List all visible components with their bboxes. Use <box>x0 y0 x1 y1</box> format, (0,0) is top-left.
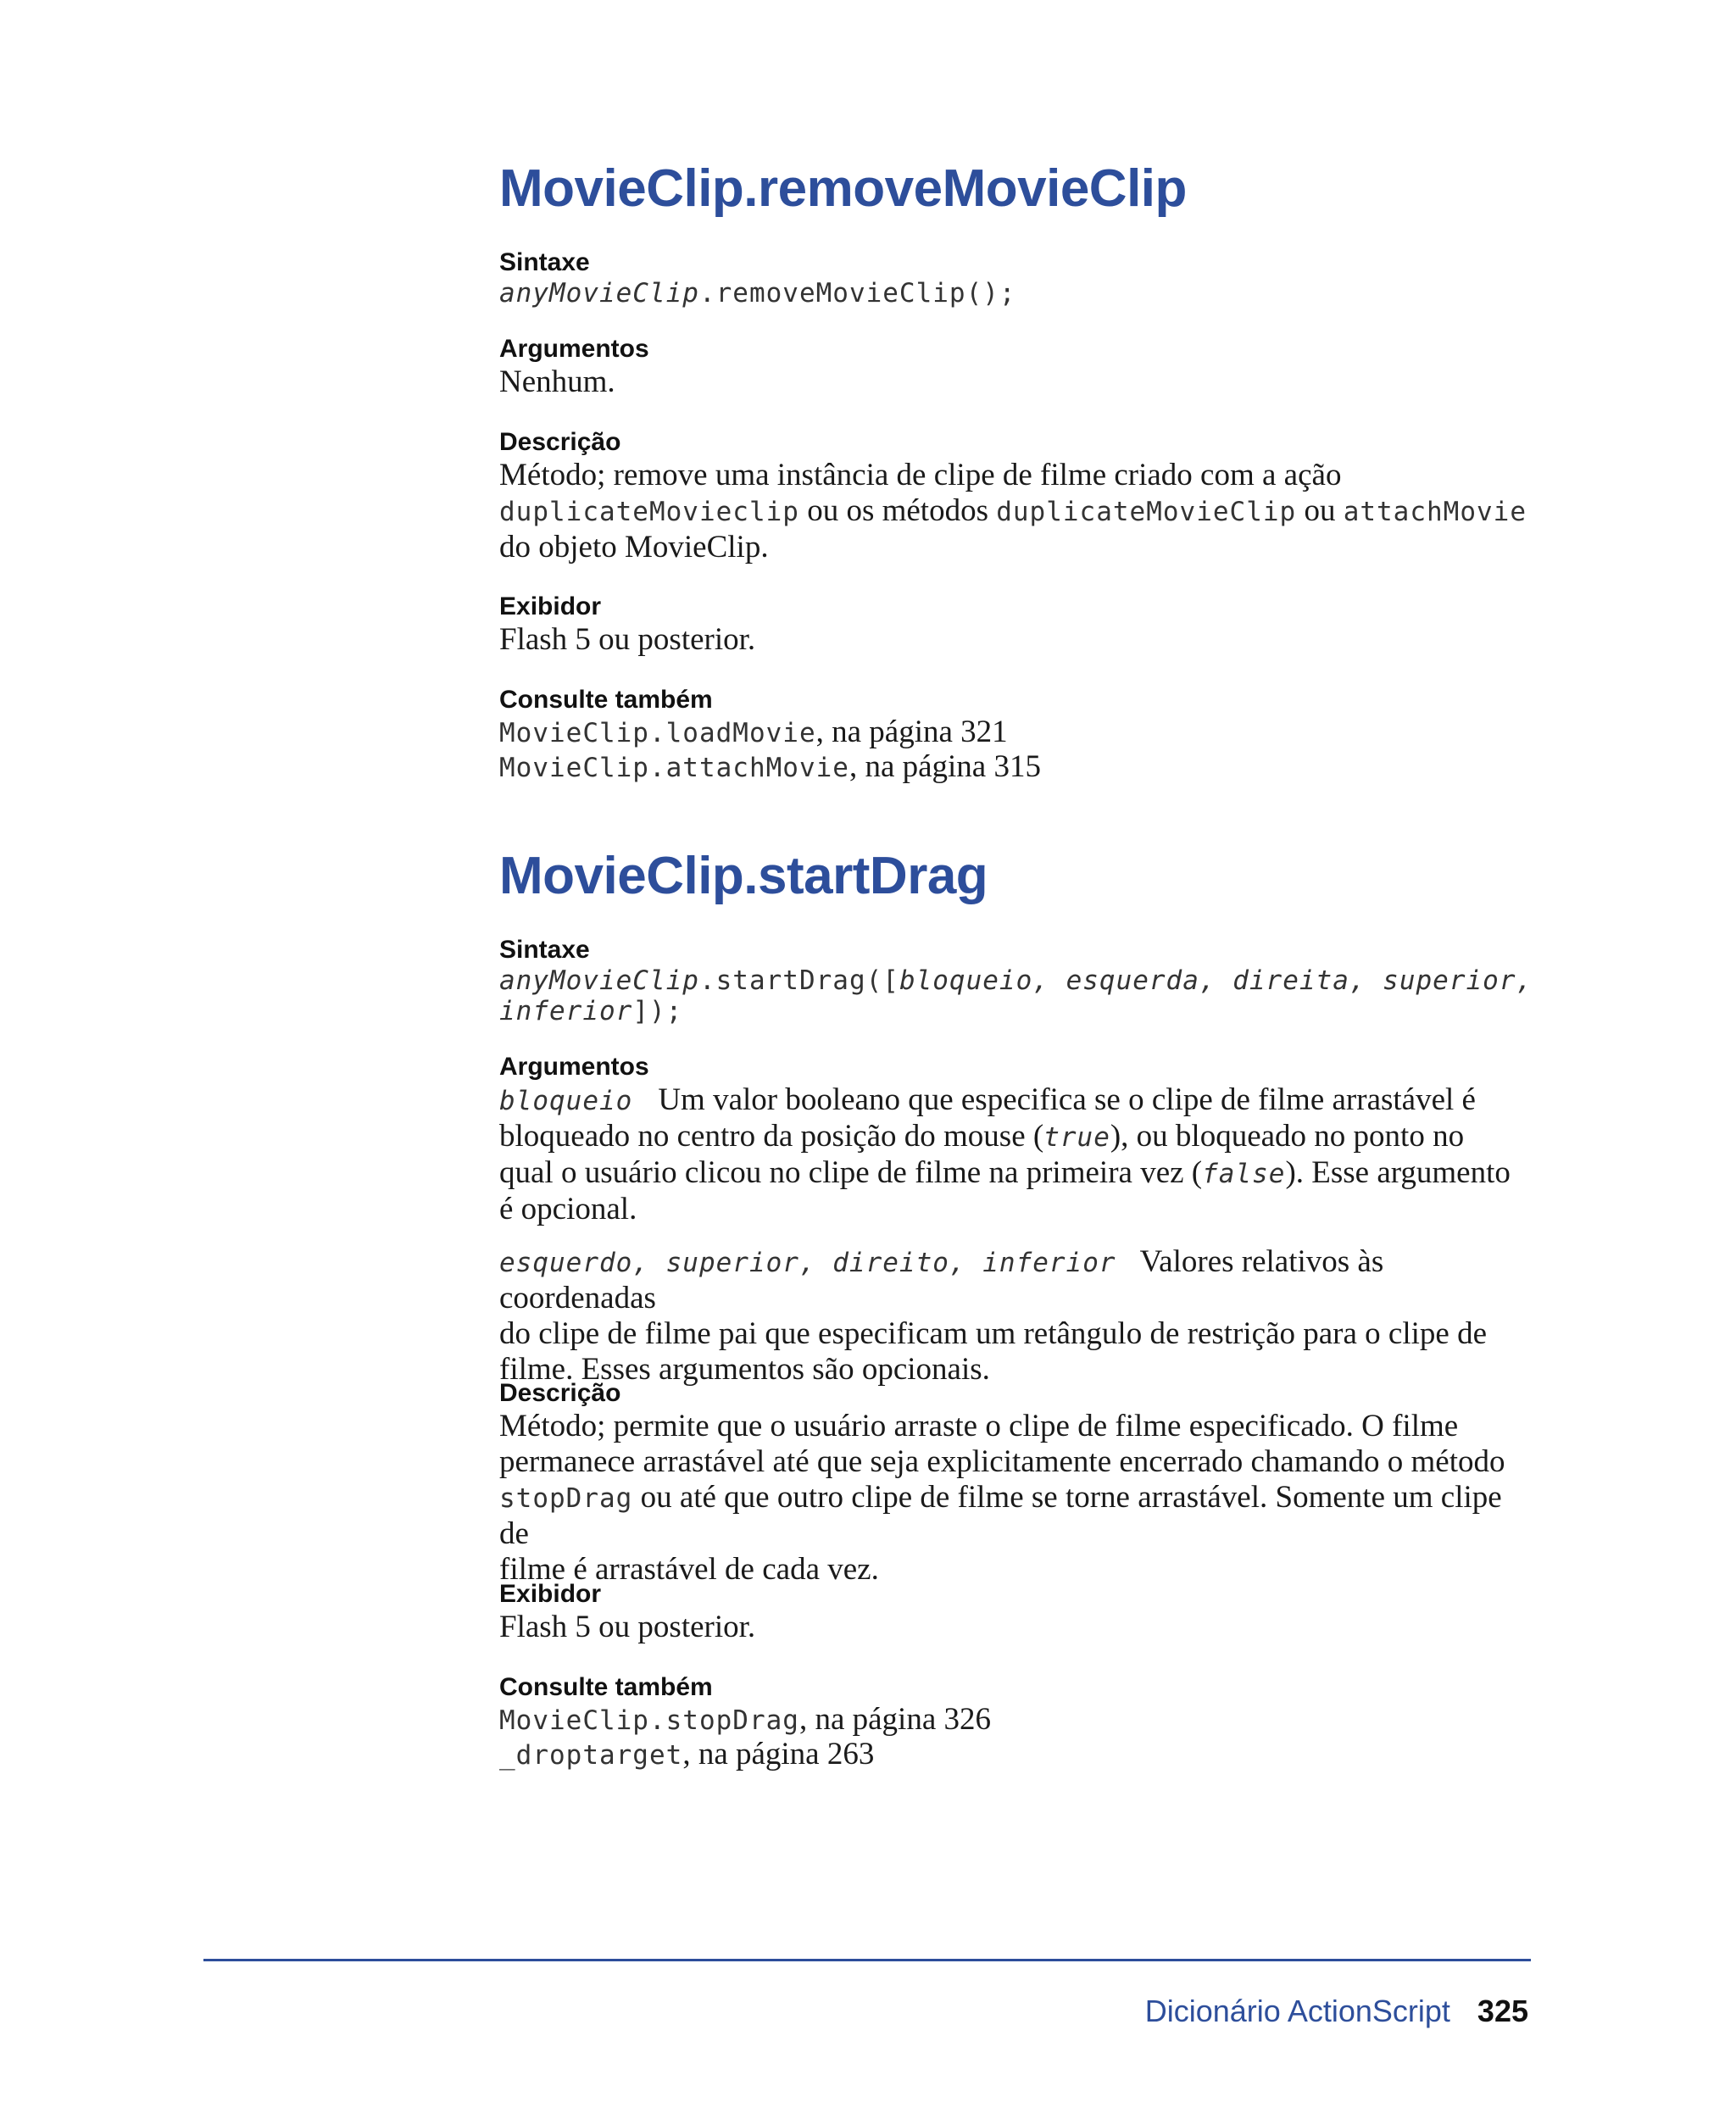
code-value: false <box>1202 1159 1286 1189</box>
argument-text: bloqueado no centro da posição do mouse ( <box>499 1119 1044 1154</box>
page-number: 325 <box>1477 1994 1528 2028</box>
description-heading: Descrição <box>499 428 621 456</box>
arguments-heading: Argumentos <box>499 335 649 363</box>
section-title-startdrag: MovieClip.startDrag <box>499 847 988 905</box>
code-ref: duplicateMovieClip <box>996 497 1297 527</box>
syntax-code <box>499 965 1533 996</box>
footer-rule <box>203 1959 1531 1961</box>
syntax-heading: Sintaxe <box>499 936 590 964</box>
argument-line <box>499 1119 1533 1155</box>
see-also-block-1 <box>499 685 1533 785</box>
player-block-2 <box>499 1579 1533 1645</box>
description-line: filme é arrastável de cada vez. <box>499 1552 879 1587</box>
syntax-object: anyMovieClip <box>499 278 699 309</box>
see-also-page: , na página 321 <box>815 715 1008 749</box>
arguments-text: Nenhum. <box>499 364 615 399</box>
argument-line <box>499 1155 1533 1192</box>
description-line: Método; remove uma instância de clipe de filme criado com a ação <box>499 458 1342 492</box>
argument-text: ), ou bloqueado no ponto no <box>1110 1119 1465 1154</box>
syntax-code <box>499 996 1533 1026</box>
code-value: true <box>1043 1122 1110 1153</box>
player-block-1 <box>499 592 1533 658</box>
see-also-heading: Consulte também <box>499 686 713 714</box>
syntax-params: inferior <box>499 996 633 1026</box>
argument-text: ). Esse argumento <box>1285 1155 1511 1190</box>
description-line <box>499 1480 1533 1552</box>
code-ref: duplicateMovieclip <box>499 497 799 527</box>
description-line <box>499 493 1533 530</box>
arguments-block-1 <box>499 334 1533 400</box>
code-ref: attachMovie <box>1343 497 1527 527</box>
see-also-item <box>499 1703 1533 1738</box>
syntax-end: ]); <box>632 996 683 1026</box>
argument-text: Um valor booleano que especifica se o clipe de filme arrastável é <box>658 1082 1476 1117</box>
see-also-item <box>499 715 1533 750</box>
description-text: ou até que outro clipe de filme se torne arrastável. Somente um clipe de <box>499 1480 1502 1551</box>
see-also-link[interactable]: MovieClip.stopDrag <box>499 1705 799 1736</box>
player-heading: Exibidor <box>499 592 602 620</box>
see-also-block-2 <box>499 1672 1533 1772</box>
description-heading: Descrição <box>499 1379 621 1407</box>
syntax-method: .removeMovieClip(); <box>698 278 1016 309</box>
arguments-block-2 <box>499 1052 1533 1388</box>
description-line: permanece arrastável até que seja explicitamente encerrado chamando o método <box>499 1444 1505 1479</box>
see-also-item <box>499 1738 1533 1772</box>
code-ref: stopDrag <box>499 1483 633 1514</box>
page-footer <box>1145 1994 1528 2029</box>
see-also-link[interactable]: _droptarget <box>499 1740 683 1771</box>
argument-name: esquerdo, superior, direito, inferior <box>499 1248 1116 1278</box>
see-also-link[interactable]: MovieClip.attachMovie <box>499 753 849 783</box>
syntax-block-1 <box>499 247 1533 309</box>
syntax-method: .startDrag([ <box>698 965 899 996</box>
see-also-item <box>499 750 1533 785</box>
syntax-params: bloqueio, esquerda, direita, superior, <box>899 965 1533 996</box>
footer-book-title: Dicionário ActionScript <box>1144 1994 1450 2028</box>
see-also-heading: Consulte também <box>499 1673 713 1701</box>
player-heading: Exibidor <box>499 1580 602 1608</box>
see-also-page: , na página 263 <box>682 1737 875 1771</box>
syntax-object: anyMovieClip <box>499 965 699 996</box>
argument-line: é opcional. <box>499 1192 637 1226</box>
description-line: do objeto MovieClip. <box>499 530 769 565</box>
description-block-2 <box>499 1378 1533 1588</box>
description-text: ou os métodos <box>798 493 997 528</box>
description-block-1 <box>499 427 1533 565</box>
description-text: ou <box>1296 493 1344 528</box>
argument-text: qual o usuário clicou no clipe de filme na primeira vez ( <box>499 1155 1203 1190</box>
argument-name: bloqueio <box>499 1086 633 1116</box>
argument-line: filme. Esses argumentos são opcionais. <box>499 1352 990 1387</box>
argument-line: do clipe de filme pai que especificam um retângulo de restrição para o clipe de <box>499 1316 1487 1351</box>
argument-text: Valores relativos às coordenadas <box>499 1244 1384 1315</box>
description-line: Método; permite que o usuário arraste o clipe de filme especificado. O filme <box>499 1409 1459 1443</box>
see-also-link[interactable]: MovieClip.loadMovie <box>499 718 816 748</box>
section-title-removemovieclip: MovieClip.removeMovieClip <box>499 159 1187 218</box>
syntax-block-2 <box>499 935 1533 1026</box>
player-text: Flash 5 ou posterior. <box>499 1610 756 1644</box>
arguments-heading: Argumentos <box>499 1053 649 1081</box>
player-text: Flash 5 ou posterior. <box>499 622 756 657</box>
argument-line <box>499 1082 1533 1119</box>
syntax-code <box>499 278 1533 309</box>
syntax-heading: Sintaxe <box>499 248 590 276</box>
see-also-page: , na página 315 <box>849 749 1041 784</box>
argument-line <box>499 1244 1533 1316</box>
see-also-page: , na página 326 <box>798 1702 991 1737</box>
